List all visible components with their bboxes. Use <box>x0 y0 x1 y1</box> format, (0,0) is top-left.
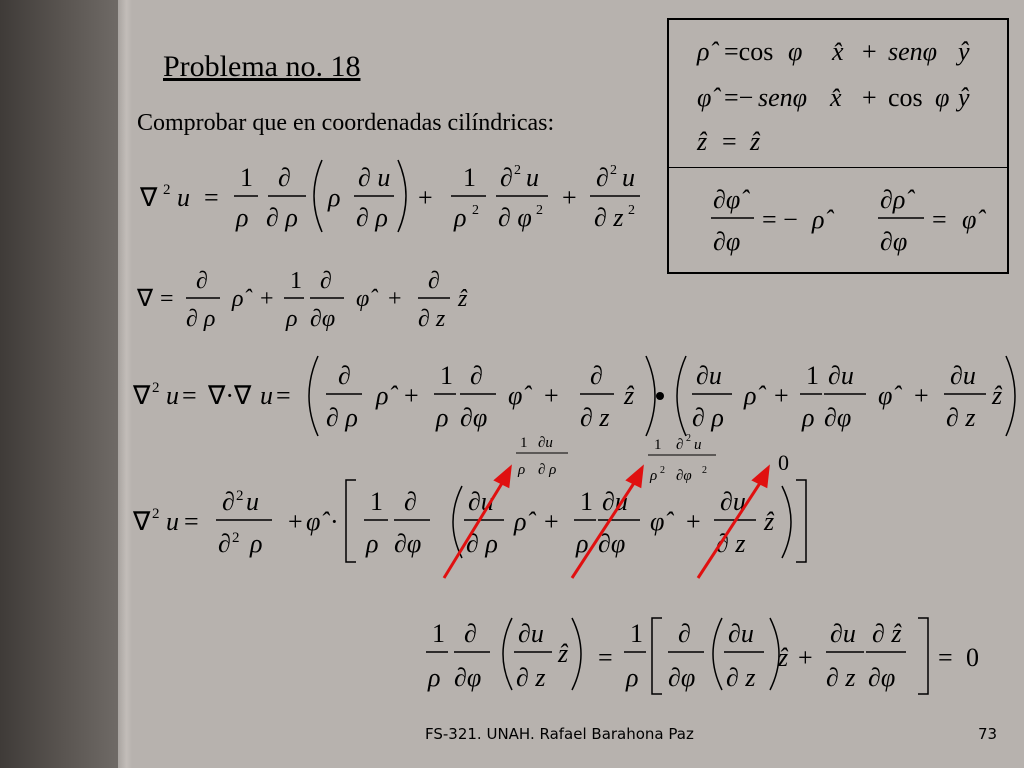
svg-text:=: = <box>938 643 953 672</box>
svg-text:2: 2 <box>472 203 479 218</box>
svg-text:ẑ: ẑ <box>558 639 569 668</box>
svg-text:∂φ: ∂φ <box>454 663 482 692</box>
svg-text:u: u <box>166 507 179 536</box>
svg-text:1: 1 <box>240 163 253 192</box>
svg-text:=: = <box>722 127 737 156</box>
svg-text:2: 2 <box>660 465 665 476</box>
svg-text:ŷ: ŷ <box>958 37 970 66</box>
svg-text:∂: ∂ <box>676 437 684 453</box>
svg-text:0: 0 <box>966 643 979 672</box>
slide-footer: FS-321. UNAH. Rafael Barahona Paz <box>425 725 694 743</box>
svg-text:∂: ∂ <box>196 268 208 294</box>
svg-text:φ̂: φ̂ <box>650 507 665 536</box>
svg-text:∂: ∂ <box>218 529 231 558</box>
svg-text:2: 2 <box>152 506 160 522</box>
svg-text:ẑ: ẑ <box>624 381 635 410</box>
svg-text:2: 2 <box>610 163 617 178</box>
divergence-gradient-equation <box>132 356 1015 436</box>
svg-text:+: + <box>862 37 877 66</box>
svg-text:ρ̂: ρ̂ <box>514 507 527 536</box>
svg-text:2: 2 <box>152 380 160 396</box>
svg-text:∂u: ∂u <box>538 435 553 451</box>
svg-text:+: + <box>544 507 559 536</box>
svg-text:∇: ∇ <box>140 183 158 212</box>
svg-text:∂: ∂ <box>338 361 351 390</box>
svg-text:=: = <box>184 507 199 536</box>
svg-text:x̂: x̂ <box>830 83 842 112</box>
expanded-laplacian-equation <box>132 480 806 562</box>
nabla-equation <box>136 268 468 332</box>
svg-text:x̂: x̂ <box>832 37 844 66</box>
page-number: 73 <box>978 725 998 743</box>
zero-annotation: 0 <box>778 450 789 475</box>
svg-text:=−: =− <box>724 83 754 112</box>
svg-text:ẑ: ẑ <box>778 643 789 672</box>
svg-text:+: + <box>288 507 303 536</box>
svg-text:φ: φ <box>788 37 803 66</box>
svg-text:ρ: ρ <box>626 663 639 692</box>
svg-text:ẑ: ẑ <box>697 127 708 156</box>
box-eq-phi <box>697 83 970 112</box>
svg-text:2: 2 <box>686 433 691 444</box>
svg-text:∂: ∂ <box>596 163 609 192</box>
svg-text:senφ: senφ <box>758 83 808 112</box>
cancel-arrows <box>444 468 768 578</box>
box-deriv-rho <box>878 185 986 256</box>
svg-text:∂: ∂ <box>500 163 513 192</box>
svg-text:∂ρ̂: ∂ρ̂ <box>880 185 906 214</box>
svg-text:2: 2 <box>163 182 171 198</box>
svg-text:φ̂: φ̂ <box>697 83 712 112</box>
svg-text:φ: φ <box>935 83 950 112</box>
annotation-terms <box>516 433 716 484</box>
svg-text:u: u <box>166 381 179 410</box>
svg-text:1: 1 <box>654 437 662 453</box>
svg-text:+: + <box>544 381 559 410</box>
svg-text:ρ̂: ρ̂ <box>744 381 757 410</box>
svg-text:2: 2 <box>236 488 244 504</box>
svg-text:ẑ: ẑ <box>992 381 1003 410</box>
svg-text:∂u: ∂u <box>950 361 976 390</box>
svg-text:∇·∇: ∇·∇ <box>208 381 252 410</box>
svg-text:u: u <box>177 183 190 212</box>
svg-text:2: 2 <box>628 203 635 218</box>
svg-text:1: 1 <box>432 619 445 648</box>
svg-text:∂ z: ∂ z <box>726 663 756 692</box>
svg-text:cos: cos <box>888 83 923 112</box>
svg-text:∂ z: ∂ z <box>826 663 856 692</box>
z-term-equation <box>426 618 979 694</box>
svg-text:ρ̂: ρ̂ <box>812 205 825 234</box>
svg-text:∂φ: ∂φ <box>868 663 896 692</box>
svg-text:u: u <box>246 487 259 516</box>
svg-text:+: + <box>260 286 274 312</box>
svg-text:∂u: ∂u <box>468 487 494 516</box>
svg-text:∂: ∂ <box>470 361 483 390</box>
svg-text:2: 2 <box>702 465 707 476</box>
svg-text:∂u: ∂u <box>828 361 854 390</box>
box-eq-z <box>696 127 761 156</box>
svg-text:+: + <box>418 183 433 212</box>
svg-text:∂ ρ: ∂ ρ <box>186 306 216 332</box>
svg-text:∂: ∂ <box>590 361 603 390</box>
svg-text:φ̂: φ̂ <box>508 381 523 410</box>
svg-text:φ̂: φ̂ <box>356 286 370 312</box>
svg-text:1: 1 <box>290 268 302 294</box>
svg-text:φ̂: φ̂ <box>878 381 893 410</box>
svg-text:∂: ∂ <box>428 268 440 294</box>
svg-text:∂: ∂ <box>678 619 691 648</box>
svg-text:∂: ∂ <box>278 163 291 192</box>
svg-text:ρ̂: ρ̂ <box>376 381 389 410</box>
svg-text:∂: ∂ <box>464 619 477 648</box>
svg-text:∂: ∂ <box>222 487 235 516</box>
svg-text:∂φ: ∂φ <box>598 529 626 558</box>
svg-text:φ̂: φ̂ <box>306 507 321 536</box>
svg-text:=cos: =cos <box>724 37 774 66</box>
svg-text:2: 2 <box>514 163 521 178</box>
svg-text:∂: ∂ <box>320 268 332 294</box>
svg-text:ρ: ρ <box>328 183 341 212</box>
svg-text:ρ: ρ <box>650 468 658 484</box>
svg-text:=: = <box>276 381 291 410</box>
svg-text:=: = <box>204 183 219 212</box>
svg-text:∂ z: ∂ z <box>946 403 976 432</box>
svg-text:1: 1 <box>440 361 453 390</box>
svg-text:∂φ: ∂φ <box>713 227 741 256</box>
slide-subtitle: Comprobar que en coordenadas cilíndricas: <box>137 110 555 136</box>
svg-text:ρ: ρ <box>454 203 467 232</box>
svg-text:∂ z: ∂ z <box>594 203 624 232</box>
svg-text:=: = <box>160 286 174 312</box>
svg-text:∂ ρ: ∂ ρ <box>266 203 298 232</box>
svg-text:∂ u: ∂ u <box>358 163 391 192</box>
svg-text:2: 2 <box>536 203 543 218</box>
svg-text:ẑ: ẑ <box>764 507 775 536</box>
svg-text:∂u: ∂u <box>518 619 544 648</box>
svg-text:ρ: ρ <box>518 462 526 478</box>
svg-text:∂ ρ: ∂ ρ <box>538 462 557 478</box>
svg-text:∇: ∇ <box>133 381 151 410</box>
svg-text:ρ̂: ρ̂ <box>232 286 244 312</box>
box-deriv-phi <box>711 185 834 256</box>
svg-text:∂ ρ: ∂ ρ <box>356 203 388 232</box>
svg-text:∂u: ∂u <box>720 487 746 516</box>
svg-text:+: + <box>404 381 419 410</box>
svg-text:φ̂: φ̂ <box>962 205 977 234</box>
svg-text:1: 1 <box>580 487 593 516</box>
svg-text:+: + <box>862 83 877 112</box>
svg-text:∂ ρ: ∂ ρ <box>326 403 358 432</box>
svg-text:+: + <box>774 381 789 410</box>
svg-text:∂φ: ∂φ <box>824 403 852 432</box>
svg-text:∂φ: ∂φ <box>880 227 908 256</box>
svg-text:ẑ: ẑ <box>750 127 761 156</box>
svg-text:+: + <box>798 643 813 672</box>
svg-text:∂φ̂: ∂φ̂ <box>713 185 741 214</box>
svg-text:ẑ: ẑ <box>458 286 468 312</box>
svg-text:∂ z: ∂ z <box>516 663 546 692</box>
svg-text:=: = <box>598 643 613 672</box>
svg-text:ρ̂: ρ̂ <box>697 37 710 66</box>
svg-text:u: u <box>622 163 635 192</box>
svg-text:∂ φ: ∂ φ <box>498 203 532 232</box>
svg-text:∂u: ∂u <box>830 619 856 648</box>
laplacian-equation <box>139 160 640 232</box>
svg-text:∂ z: ∂ z <box>716 529 746 558</box>
svg-text:ρ: ρ <box>428 663 441 692</box>
svg-text:1: 1 <box>806 361 819 390</box>
svg-text:ρ: ρ <box>250 529 263 558</box>
svg-text:∇: ∇ <box>133 507 151 536</box>
svg-text:+: + <box>686 507 701 536</box>
svg-text:+: + <box>914 381 929 410</box>
svg-text:=: = <box>932 205 947 234</box>
svg-text:∂ ρ: ∂ ρ <box>692 403 724 432</box>
svg-text:1: 1 <box>520 435 528 451</box>
svg-text:ŷ: ŷ <box>958 83 970 112</box>
svg-text:∂φ: ∂φ <box>668 663 696 692</box>
svg-text:∂φ: ∂φ <box>310 306 336 332</box>
svg-text:∂ z: ∂ z <box>418 306 446 332</box>
slide-title: Problema no. 18 <box>163 50 361 83</box>
svg-text:∂u: ∂u <box>728 619 754 648</box>
svg-text:∂: ∂ <box>404 487 417 516</box>
svg-text:∂u: ∂u <box>696 361 722 390</box>
svg-text:1: 1 <box>463 163 476 192</box>
svg-text:ρ: ρ <box>366 529 379 558</box>
svg-text:·: · <box>330 507 339 536</box>
box-eq-rho <box>696 37 970 66</box>
svg-text:2: 2 <box>232 530 240 546</box>
svg-text:1: 1 <box>630 619 643 648</box>
svg-text:∂u: ∂u <box>602 487 628 516</box>
svg-text:+: + <box>562 183 577 212</box>
svg-text:∇: ∇ <box>137 286 154 312</box>
svg-text:∂ z: ∂ z <box>580 403 610 432</box>
svg-text:senφ: senφ <box>888 37 938 66</box>
svg-text:ρ: ρ <box>436 403 449 432</box>
svg-text:∂ ẑ: ∂ ẑ <box>872 619 902 648</box>
svg-text:u: u <box>260 381 273 410</box>
svg-text:= −: = − <box>762 205 798 234</box>
svg-text:u: u <box>694 437 702 453</box>
svg-text:ρ: ρ <box>236 203 249 232</box>
svg-text:=: = <box>182 381 197 410</box>
svg-text:ρ: ρ <box>576 529 589 558</box>
svg-text:ρ: ρ <box>802 403 815 432</box>
svg-text:∂φ: ∂φ <box>460 403 488 432</box>
svg-text:+: + <box>388 286 402 312</box>
svg-text:u: u <box>526 163 539 192</box>
svg-text:∂ ρ: ∂ ρ <box>466 529 498 558</box>
svg-text:∂φ: ∂φ <box>394 529 422 558</box>
svg-text:1: 1 <box>370 487 383 516</box>
svg-text:∂φ: ∂φ <box>676 468 692 484</box>
svg-text:ρ: ρ <box>286 306 298 332</box>
